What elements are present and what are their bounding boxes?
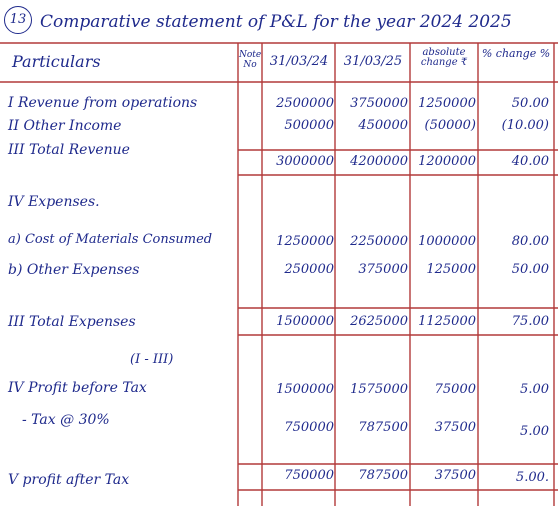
row-label: - Tax @ 30% bbox=[22, 412, 110, 428]
row-label: I Revenue from operations bbox=[8, 95, 198, 111]
cell-2024: 1500000 bbox=[276, 382, 334, 397]
row-label: a) Cost of Materials Consumed bbox=[8, 232, 213, 247]
cell-2025: 787500 bbox=[358, 420, 408, 435]
cell-abs: 1125000 bbox=[418, 314, 476, 329]
cell-abs: 75000 bbox=[434, 382, 476, 397]
header-absolute-change: absolute change ₹ bbox=[420, 47, 468, 68]
cell-2025: 1575000 bbox=[350, 382, 408, 397]
cell-pct: 50.00 bbox=[511, 96, 549, 111]
header-2024: 31/03/24 bbox=[269, 54, 329, 69]
cell-pct: 5.00 bbox=[520, 424, 549, 439]
header-2025: 31/03/25 bbox=[343, 54, 403, 69]
cell-pct: 40.00 bbox=[511, 154, 549, 169]
header-note-no: Note No bbox=[239, 50, 262, 70]
cell-2024: 250000 bbox=[284, 262, 334, 277]
row-label: b) Other Expenses bbox=[8, 262, 140, 278]
cell-2025: 450000 bbox=[358, 118, 408, 133]
cell-abs: (50000) bbox=[424, 118, 476, 133]
row-label: V profit after Tax bbox=[8, 472, 130, 488]
cell-pct: 5.00. bbox=[515, 470, 549, 485]
cell-2025: 4200000 bbox=[350, 154, 408, 169]
cell-2024: 3000000 bbox=[276, 154, 334, 169]
cell-2025: 2625000 bbox=[350, 314, 408, 329]
cell-abs: 37500 bbox=[434, 468, 476, 483]
cell-abs: 37500 bbox=[434, 420, 476, 435]
cell-2025: 787500 bbox=[358, 468, 408, 483]
cell-abs: 125000 bbox=[426, 262, 476, 277]
cell-2024: 1500000 bbox=[276, 314, 334, 329]
page-title: Comparative statement of P&L for the year 2024 2025 bbox=[40, 12, 512, 32]
row-label: III Total Revenue bbox=[8, 142, 130, 158]
row-label: II Other Income bbox=[8, 118, 122, 134]
cell-pct: 50.00 bbox=[511, 262, 549, 277]
cell-2025: 375000 bbox=[358, 262, 408, 277]
cell-pct: 5.00 bbox=[520, 382, 549, 397]
cell-pct: 80.00 bbox=[511, 234, 549, 249]
question-number: 13 bbox=[4, 6, 32, 34]
header-percent-change: % change % bbox=[481, 47, 551, 60]
cell-abs: 1000000 bbox=[418, 234, 476, 249]
header-particulars: Particulars bbox=[12, 52, 101, 71]
cell-2025: 3750000 bbox=[350, 96, 408, 111]
cell-2024: 1250000 bbox=[276, 234, 334, 249]
row-label: IV Expenses. bbox=[8, 194, 100, 210]
cell-abs: 1250000 bbox=[418, 96, 476, 111]
cell-pct: (10.00) bbox=[501, 118, 549, 133]
row-label: IV Profit before Tax bbox=[8, 380, 147, 396]
row-label: III Total Expenses bbox=[8, 314, 136, 330]
cell-2025: 2250000 bbox=[350, 234, 408, 249]
cell-2024: 500000 bbox=[284, 118, 334, 133]
cell-2024: 2500000 bbox=[276, 96, 334, 111]
cell-2024: 750000 bbox=[284, 468, 334, 483]
cell-abs: 1200000 bbox=[418, 154, 476, 169]
row-label: (I - III) bbox=[130, 352, 174, 367]
cell-pct: 75.00 bbox=[511, 314, 549, 329]
cell-2024: 750000 bbox=[284, 420, 334, 435]
